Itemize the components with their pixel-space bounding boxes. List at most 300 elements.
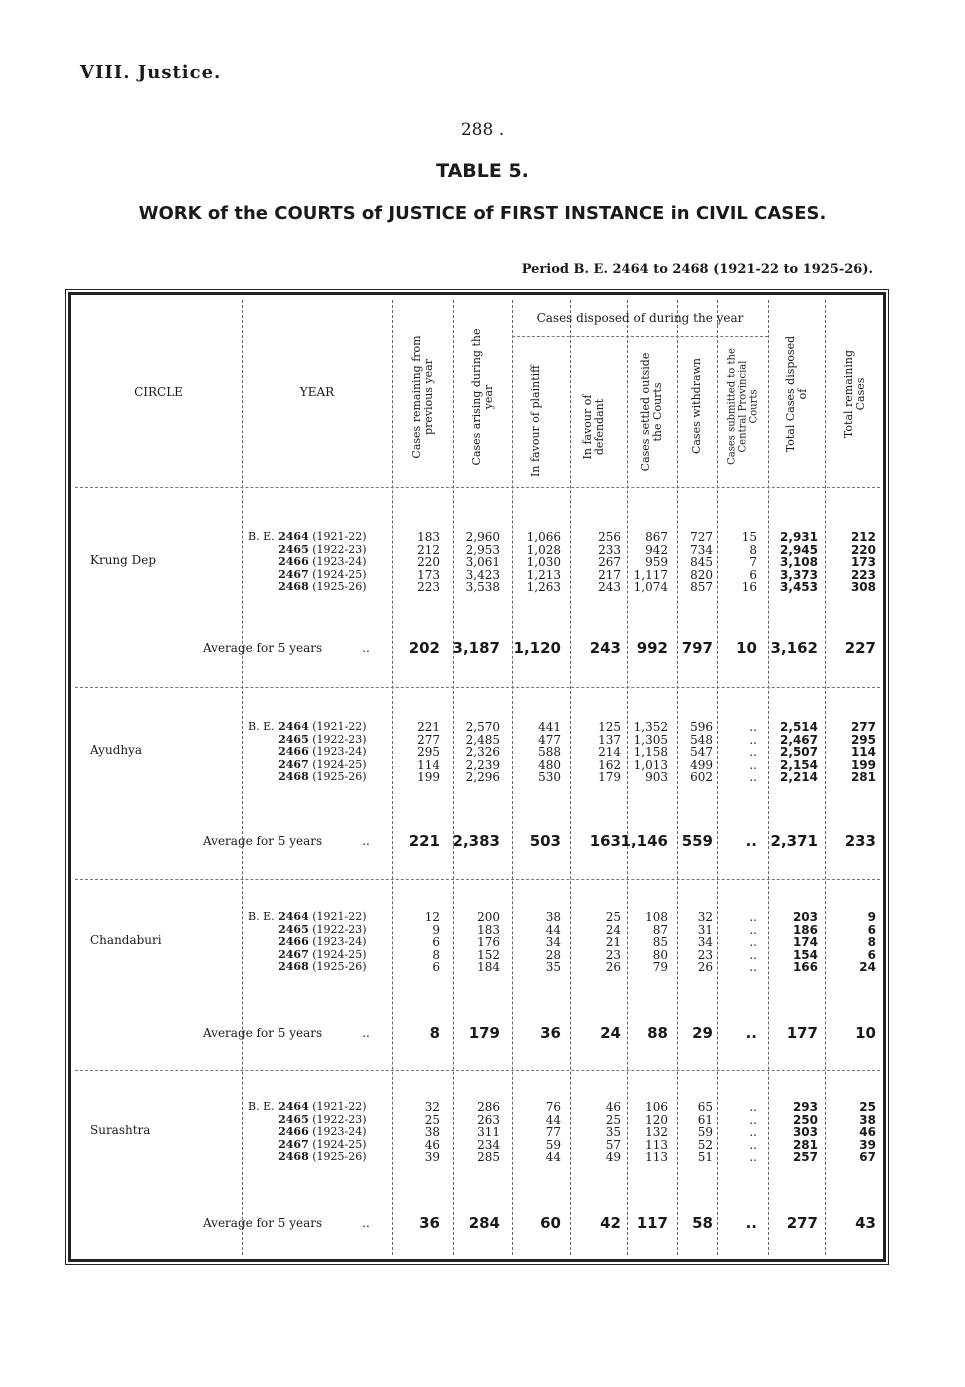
- table-cell: 2,507: [780, 745, 818, 759]
- table-cell: 6: [749, 567, 757, 582]
- year-be: 2465: [278, 732, 309, 746]
- year-label: [248, 733, 367, 746]
- table-cell: 233: [598, 542, 621, 557]
- table-cell: 125: [598, 720, 621, 734]
- table-cell: 39: [859, 1137, 876, 1152]
- average-cell: 29: [692, 1024, 713, 1042]
- table-cell: 65: [697, 1100, 713, 1114]
- table-cell: 295: [850, 732, 876, 747]
- table-cell: 867: [645, 530, 668, 544]
- year-label: [248, 1150, 367, 1163]
- average-cell: 8: [429, 1024, 440, 1042]
- average-cell: 10: [855, 1024, 876, 1042]
- average-cell: 10: [736, 639, 757, 657]
- table-cell: 80: [652, 947, 668, 962]
- year-gregorian: (1924-25): [312, 1137, 367, 1151]
- average-label: [203, 641, 370, 655]
- year-gregorian: (1922-23): [312, 1112, 367, 1126]
- year-be: 2464: [278, 530, 309, 543]
- average-cell: 43: [855, 1214, 876, 1232]
- page-number: 288 .: [460, 120, 505, 140]
- average-cell: 3,187: [452, 639, 500, 657]
- table-cell: 44: [545, 1112, 561, 1127]
- year-label: [248, 580, 367, 593]
- table-cell: 38: [424, 1125, 440, 1139]
- year-gregorian: (1923-24): [312, 555, 367, 568]
- table-cell: 281: [850, 770, 876, 784]
- circle-name: Ayudhya: [90, 743, 143, 757]
- year-be: 2468: [278, 580, 309, 593]
- year-be: 2464: [278, 910, 309, 923]
- table-cell: 1,074: [633, 580, 668, 594]
- table-cell: 212: [850, 530, 876, 544]
- table-cell: 223: [850, 567, 876, 582]
- table-cell: 162: [598, 757, 621, 772]
- table-cell: 596: [690, 720, 713, 734]
- table-cell: 113: [645, 1137, 668, 1152]
- year-be: 2465: [278, 1112, 309, 1126]
- table-cell: 212: [417, 542, 440, 557]
- circle-name: Surashtra: [90, 1123, 151, 1137]
- table-cell: 942: [645, 542, 668, 557]
- average-cell: 243: [589, 639, 621, 657]
- table-number: TABLE 5.: [436, 160, 529, 182]
- table-cell: 32: [697, 910, 713, 924]
- year-gregorian: (1925-26): [312, 580, 367, 593]
- table-cell: 477: [538, 732, 561, 747]
- table-cell: 108: [645, 910, 668, 924]
- withdrawn-header: Cases withdrawn: [690, 357, 703, 455]
- table-cell: 1,158: [633, 745, 668, 759]
- table-cell: 2,514: [780, 720, 818, 734]
- rule-after-withdrawn: [717, 300, 718, 1255]
- table-cell: 199: [417, 770, 440, 784]
- table-cell: 31: [697, 922, 713, 937]
- year-gregorian: (1923-24): [312, 935, 367, 948]
- table-cell: 179: [598, 770, 621, 784]
- average-cell: 163: [589, 832, 621, 850]
- year-label: [248, 770, 367, 783]
- average-cell: ..: [745, 1214, 757, 1232]
- table-cell: 183: [477, 922, 500, 937]
- total-remaining-header: Total remaining Cases: [842, 349, 867, 439]
- year-label: [248, 530, 367, 543]
- average-cell: 3,162: [770, 639, 818, 657]
- table-cell: 2,154: [780, 757, 818, 772]
- table-cell: 220: [417, 555, 440, 569]
- table-cell: 6: [432, 935, 440, 949]
- table-cell: 7: [749, 555, 757, 569]
- year-gregorian: (1921-22): [312, 910, 367, 923]
- table-cell: 35: [605, 1125, 621, 1139]
- average-cell: 559: [681, 832, 713, 850]
- table-cell: ..: [749, 1100, 757, 1114]
- section-heading: VIII. Justice.: [80, 62, 222, 83]
- average-label-text: Average for 5 years: [203, 1216, 323, 1230]
- table-cell: 77: [545, 1125, 561, 1139]
- table-cell: 820: [690, 567, 713, 582]
- year-label: [248, 1113, 367, 1126]
- year-gregorian: (1924-25): [312, 757, 367, 771]
- average-label-dots: ..: [362, 834, 370, 848]
- table-cell: 200: [477, 910, 500, 924]
- table-cell: 106: [645, 1100, 668, 1114]
- table-cell: 6: [867, 947, 876, 962]
- table-cell: 26: [697, 960, 713, 974]
- average-cell: 284: [468, 1214, 500, 1232]
- table-cell: 23: [605, 947, 621, 962]
- average-cell: 1,120: [513, 639, 561, 657]
- table-title: WORK of the COURTS of JUSTICE of FIRST INSTANCE in CIVIL CASES.: [138, 203, 827, 224]
- table-cell: 303: [792, 1125, 818, 1139]
- table-cell: 727: [690, 530, 713, 544]
- table-cell: 2,953: [465, 542, 500, 557]
- table-cell: 845: [690, 555, 713, 569]
- table-cell: 67: [859, 1150, 876, 1164]
- average-label-text: Average for 5 years: [203, 641, 323, 655]
- table-cell: ..: [749, 935, 757, 949]
- table-cell: 234: [477, 1137, 500, 1152]
- table-cell: 9: [432, 922, 440, 937]
- year-gregorian: (1925-26): [312, 960, 367, 973]
- year-label: [248, 960, 367, 973]
- table-cell: ..: [749, 745, 757, 759]
- table-cell: 79: [652, 960, 668, 974]
- disposed-group-header: Cases disposed of during the year: [536, 311, 744, 325]
- year-be: 2466: [278, 555, 309, 568]
- year-gregorian: (1923-24): [312, 745, 367, 758]
- rule-after-circle: [242, 300, 243, 1255]
- table-cell: 35: [545, 960, 561, 974]
- table-cell: 602: [690, 770, 713, 784]
- table-cell: 25: [605, 1112, 621, 1127]
- table-cell: 51: [697, 1150, 713, 1164]
- table-cell: 2,326: [465, 745, 500, 759]
- table-cell: 49: [605, 1150, 621, 1164]
- average-cell: 992: [636, 639, 668, 657]
- average-cell: 503: [529, 832, 561, 850]
- average-cell: 88: [647, 1024, 668, 1042]
- year-gregorian: (1922-23): [312, 542, 367, 556]
- circle-name: Chandaburi: [90, 933, 162, 947]
- average-label-dots: ..: [362, 1216, 370, 1230]
- table-cell: 2,960: [465, 530, 500, 544]
- table-cell: 959: [645, 555, 668, 569]
- table-cell: 174: [792, 935, 818, 949]
- table-cell: 285: [477, 1150, 500, 1164]
- average-cell: 179: [468, 1024, 500, 1042]
- average-label: [203, 834, 370, 848]
- table-cell: 38: [545, 910, 561, 924]
- table-cell: 154: [792, 947, 818, 962]
- table-cell: 3,108: [780, 555, 818, 569]
- plaintiff-header: In favour of plaintiff: [529, 365, 542, 477]
- year-label: [248, 1125, 367, 1138]
- table-cell: 2,945: [780, 542, 818, 557]
- table-cell: ..: [749, 960, 757, 974]
- table-cell: 243: [598, 580, 621, 594]
- average-cell: 117: [636, 1214, 668, 1232]
- table-cell: 199: [850, 757, 876, 772]
- year-gregorian: (1925-26): [312, 770, 367, 783]
- rule-section-3: [75, 1070, 880, 1071]
- table-cell: 87: [652, 922, 668, 937]
- average-cell: 202: [408, 639, 440, 657]
- year-gregorian: (1921-22): [312, 720, 367, 733]
- settled-header: Cases settled outside the Courts: [639, 352, 664, 472]
- table-cell: 176: [477, 935, 500, 949]
- defendant-header: In favour of defendant: [581, 394, 606, 460]
- table-cell: 46: [859, 1125, 876, 1139]
- table-cell: 44: [545, 1150, 561, 1164]
- year-gregorian: (1921-22): [312, 530, 367, 543]
- table-cell: 132: [645, 1125, 668, 1139]
- table-cell: 2,931: [780, 530, 818, 544]
- average-cell: 58: [692, 1214, 713, 1232]
- year-be: 2467: [278, 757, 309, 771]
- table-cell: 137: [598, 732, 621, 747]
- table-cell: 203: [792, 910, 818, 924]
- table-cell: 1,028: [526, 542, 561, 557]
- table-cell: 6: [432, 960, 440, 974]
- table-cell: 9: [867, 910, 876, 924]
- circle-name: Krung Dep: [90, 553, 157, 567]
- year-be: 2467: [278, 567, 309, 581]
- average-cell: 221: [408, 832, 440, 850]
- year-label: [248, 720, 367, 733]
- year-label: [248, 568, 367, 581]
- average-cell: 2,383: [452, 832, 500, 850]
- table-cell: ..: [749, 1137, 757, 1152]
- year-be: 2464: [278, 720, 309, 733]
- table-cell: 217: [598, 567, 621, 582]
- year-be: 2466: [278, 935, 309, 948]
- table-cell: 76: [545, 1100, 561, 1114]
- table-cell: 52: [697, 1137, 713, 1152]
- average-cell: 1,146: [620, 832, 668, 850]
- year-label: [248, 1138, 367, 1151]
- table-cell: 38: [859, 1112, 876, 1127]
- rule-section-1: [75, 687, 880, 688]
- average-cell: 797: [681, 639, 713, 657]
- table-cell: 2,214: [780, 770, 818, 784]
- table-cell: 6: [867, 922, 876, 937]
- table-cell: 588: [538, 745, 561, 759]
- table-cell: 548: [690, 732, 713, 747]
- table-cell: 263: [477, 1112, 500, 1127]
- table-cell: ..: [749, 910, 757, 924]
- table-cell: 184: [477, 960, 500, 974]
- table-cell: ..: [749, 720, 757, 734]
- table-cell: 2,570: [465, 720, 500, 734]
- year-gregorian: (1925-26): [312, 1150, 367, 1163]
- year-gregorian: (1921-22): [312, 1100, 367, 1113]
- table-cell: ..: [749, 922, 757, 937]
- year-be: 2466: [278, 1125, 309, 1138]
- year-label: [248, 923, 367, 936]
- table-cell: 24: [605, 922, 621, 937]
- year-be: 2465: [278, 922, 309, 936]
- table-cell: 441: [538, 720, 561, 734]
- table-cell: 734: [690, 542, 713, 557]
- year-be: 2464: [278, 1100, 309, 1113]
- table-cell: 277: [417, 732, 440, 747]
- table-cell: 24: [859, 960, 876, 974]
- table-cell: 25: [605, 910, 621, 924]
- table-cell: 220: [850, 542, 876, 557]
- table-cell: ..: [749, 1125, 757, 1139]
- table-cell: 21: [605, 935, 621, 949]
- table-cell: 46: [605, 1100, 621, 1114]
- table-cell: 15: [741, 530, 757, 544]
- table-cell: 257: [792, 1150, 818, 1164]
- year-label: [248, 745, 367, 758]
- year-label: [248, 758, 367, 771]
- year-gregorian: (1924-25): [312, 947, 367, 961]
- table-cell: 46: [424, 1137, 440, 1152]
- year-label: [248, 543, 367, 556]
- table-cell: 1,066: [526, 530, 561, 544]
- average-label-dots: ..: [362, 1026, 370, 1040]
- table-cell: 114: [850, 745, 876, 759]
- table-cell: 293: [792, 1100, 818, 1114]
- average-cell: 42: [600, 1214, 621, 1232]
- table-cell: 2,296: [465, 770, 500, 784]
- table-cell: 903: [645, 770, 668, 784]
- table-cell: 8: [867, 935, 876, 949]
- year-gregorian: (1924-25): [312, 567, 367, 581]
- table-cell: 173: [850, 555, 876, 569]
- table-cell: 44: [545, 922, 561, 937]
- table-cell: 267: [598, 555, 621, 569]
- table-cell: 221: [417, 720, 440, 734]
- table-cell: 23: [697, 947, 713, 962]
- table-cell: 59: [545, 1137, 561, 1152]
- table-cell: 256: [598, 530, 621, 544]
- table-cell: 85: [652, 935, 668, 949]
- average-label-text: Average for 5 years: [203, 834, 323, 848]
- year-be: 2465: [278, 542, 309, 556]
- table-cell: 1,352: [633, 720, 668, 734]
- average-label: [203, 1216, 370, 1230]
- table-cell: 186: [792, 922, 818, 937]
- table-cell: 857: [690, 580, 713, 594]
- table-cell: ..: [749, 1112, 757, 1127]
- average-cell: 233: [844, 832, 876, 850]
- table-cell: 8: [749, 542, 757, 557]
- table-cell: 3,453: [780, 580, 818, 594]
- table-cell: 26: [605, 960, 621, 974]
- table-cell: 113: [645, 1150, 668, 1164]
- average-cell: ..: [745, 1024, 757, 1042]
- average-cell: 60: [540, 1214, 561, 1232]
- table-cell: 57: [605, 1137, 621, 1152]
- table-cell: 3,061: [465, 555, 500, 569]
- year-be: 2466: [278, 745, 309, 758]
- year-header: YEAR: [299, 385, 335, 399]
- rule-section-2: [75, 879, 880, 880]
- table-cell: 223: [417, 580, 440, 594]
- table-cell: 3,373: [780, 567, 818, 582]
- average-label: [203, 1026, 370, 1040]
- average-cell: 36: [419, 1214, 440, 1232]
- table-cell: 286: [477, 1100, 500, 1114]
- table-cell: ..: [749, 1150, 757, 1164]
- table-cell: ..: [749, 947, 757, 962]
- table-cell: 39: [424, 1150, 440, 1164]
- year-be: 2468: [278, 770, 309, 783]
- table-cell: 25: [859, 1100, 876, 1114]
- average-cell: 177: [786, 1024, 818, 1042]
- arising-header: Cases arising during the year: [470, 328, 495, 466]
- total-disposed-header: Total Cases disposed of: [784, 335, 809, 453]
- table-cell: 1,213: [526, 567, 561, 582]
- table-cell: 547: [690, 745, 713, 759]
- table-cell: 1,030: [526, 555, 561, 569]
- table-cell: 3,423: [465, 567, 500, 582]
- average-label-dots: ..: [362, 641, 370, 655]
- average-cell: 24: [600, 1024, 621, 1042]
- table-cell: 2,467: [780, 732, 818, 747]
- table-cell: 114: [417, 757, 440, 772]
- table-cell: 499: [690, 757, 713, 772]
- table-cell: 281: [792, 1137, 818, 1152]
- table-cell: 59: [697, 1125, 713, 1139]
- table-cell: 1,117: [633, 567, 668, 582]
- table-cell: 32: [424, 1100, 440, 1114]
- table-cell: 61: [697, 1112, 713, 1127]
- table-cell: 277: [850, 720, 876, 734]
- table-cell: 25: [424, 1112, 440, 1127]
- average-cell: 227: [844, 639, 876, 657]
- period-line: Period B. E. 2464 to 2468 (1921-22 to 1925-26).: [521, 262, 873, 277]
- year-label: [248, 948, 367, 961]
- year-be: 2467: [278, 1137, 309, 1151]
- average-cell: 2,371: [770, 832, 818, 850]
- average-label-text: Average for 5 years: [203, 1026, 323, 1040]
- table-cell: 311: [477, 1125, 500, 1139]
- table-cell: 480: [538, 757, 561, 772]
- table-cell: ..: [749, 732, 757, 747]
- table-cell: 183: [417, 530, 440, 544]
- table-cell: 12: [424, 910, 440, 924]
- table-cell: 28: [545, 947, 561, 962]
- table-cell: 295: [417, 745, 440, 759]
- table-cell: 120: [645, 1112, 668, 1127]
- rule-after-plaintiff: [570, 300, 571, 1255]
- table-cell: 214: [598, 745, 621, 759]
- year-be: 2468: [278, 1150, 309, 1163]
- year-label: [248, 935, 367, 948]
- rule-under-disposed-group: [512, 336, 768, 337]
- table-cell: 166: [792, 960, 818, 974]
- table-cell: ..: [749, 770, 757, 784]
- table-cell: 16: [741, 580, 757, 594]
- table-cell: 2,485: [465, 732, 500, 747]
- year-prefix: B. E.: [248, 530, 275, 543]
- year-prefix: B. E.: [248, 720, 275, 733]
- average-cell: 277: [786, 1214, 818, 1232]
- year-label: [248, 910, 367, 923]
- remaining-prev-header: Cases remaining from previous year: [410, 335, 435, 459]
- table-cell: 1,263: [526, 580, 561, 594]
- year-be: 2467: [278, 947, 309, 961]
- submitted-header: Cases submitted to the Central Provincial Courts: [726, 348, 760, 465]
- year-label: [248, 1100, 367, 1113]
- table-cell: 308: [850, 580, 876, 594]
- table-cell: 250: [792, 1112, 818, 1127]
- year-be: 2468: [278, 960, 309, 973]
